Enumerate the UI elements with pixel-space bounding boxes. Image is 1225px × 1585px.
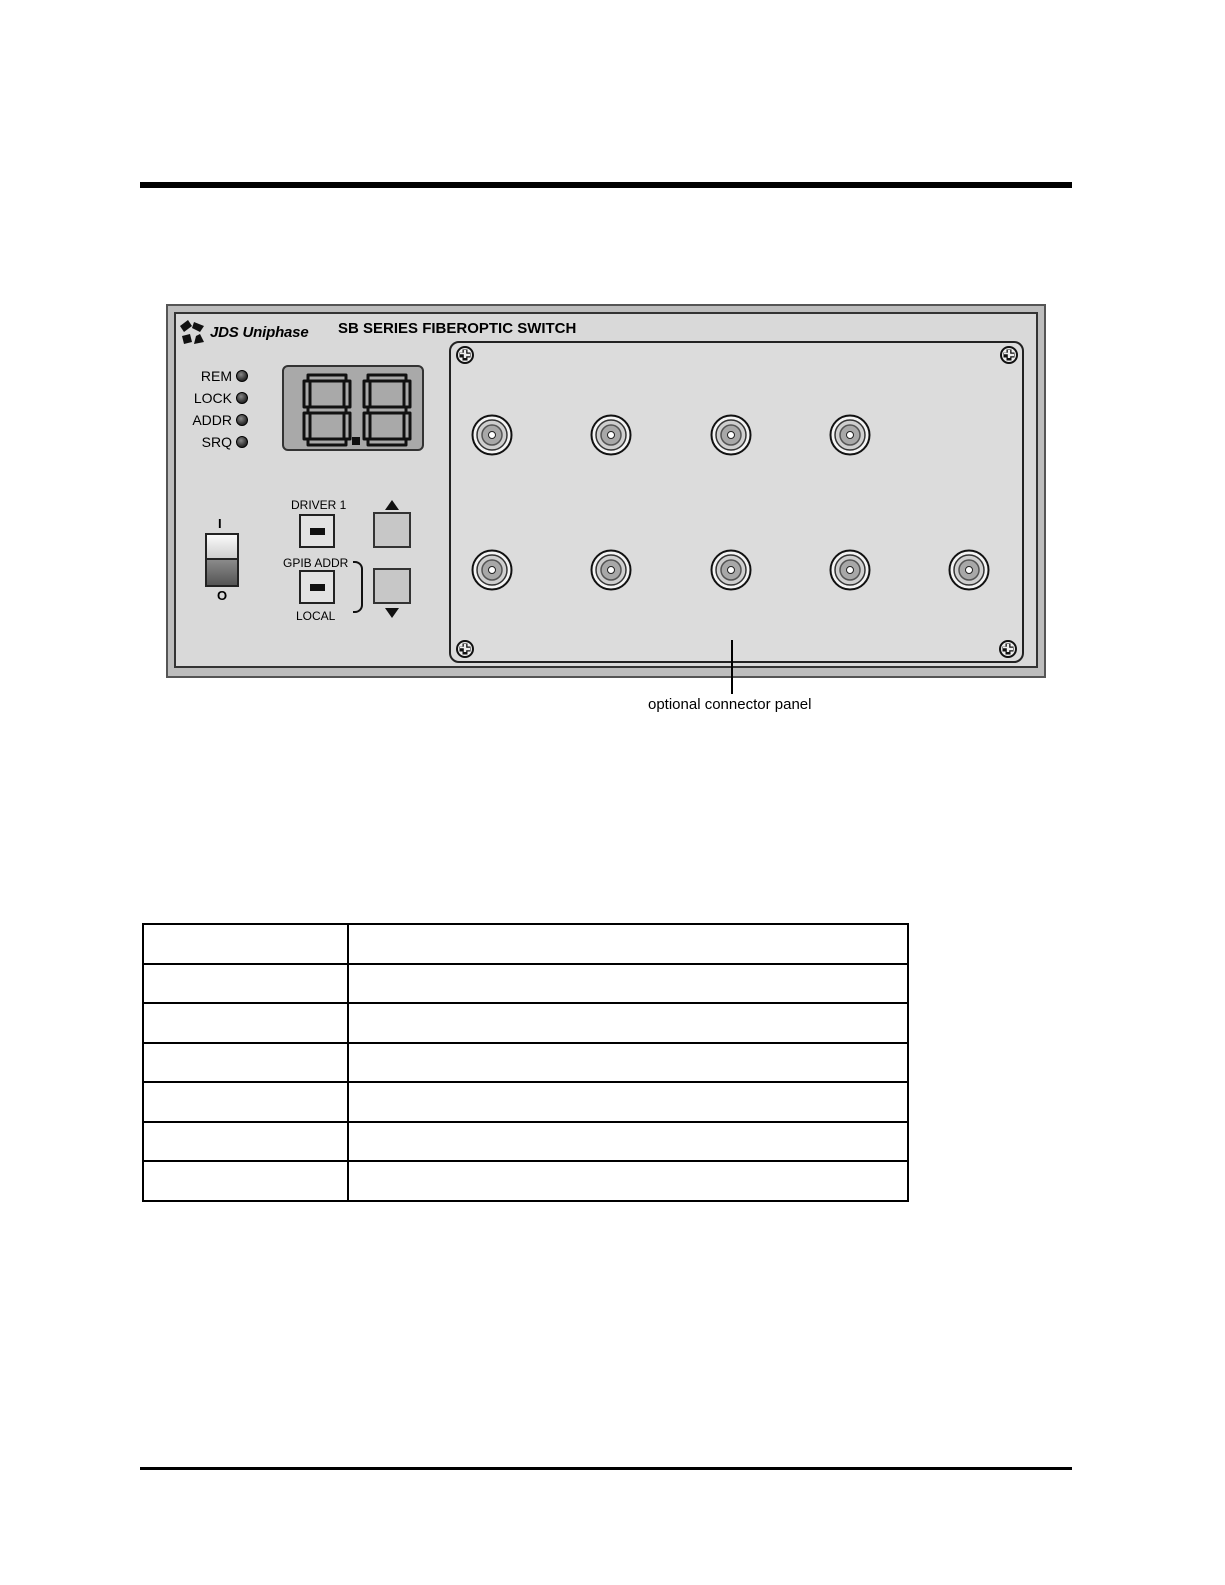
table-cell [348, 1003, 908, 1043]
led-label: SRQ [201, 434, 232, 450]
table-row [143, 964, 908, 1004]
table-cell [143, 1082, 348, 1122]
power-switch[interactable] [205, 533, 239, 587]
table-cell [143, 1122, 348, 1162]
jds-logo-icon [178, 318, 206, 346]
fiber-connector-icon [948, 549, 990, 591]
table-cell [143, 964, 348, 1004]
table-cell [143, 1003, 348, 1043]
table-cell [348, 924, 908, 964]
table-cell [348, 964, 908, 1004]
led-addr [178, 411, 248, 429]
screw-icon [1000, 346, 1018, 364]
footer-rule [140, 1467, 1072, 1470]
arrow-down-icon [385, 608, 399, 618]
callout-leader-line [731, 640, 733, 694]
led-srq [178, 433, 248, 451]
header-rule [140, 182, 1072, 188]
table-row [143, 1043, 908, 1083]
local-label: LOCAL [296, 609, 336, 623]
power-switch-rocker-top [207, 535, 237, 560]
spec-table-body [143, 924, 908, 1201]
fiber-connector-icon [590, 549, 632, 591]
table-cell [348, 1122, 908, 1162]
fiber-connector-icon [710, 549, 752, 591]
panel-title: SB SERIES FIBEROPTIC SWITCH [338, 320, 577, 337]
gpib-local-bracket [353, 561, 363, 613]
led-lock [178, 389, 248, 407]
table-row [143, 1161, 908, 1201]
table-row [143, 1003, 908, 1043]
table-cell [348, 1161, 908, 1201]
fiber-connector-icon [471, 549, 513, 591]
brand-name: JDS Uniphase [210, 323, 309, 341]
led-indicator-icon [236, 370, 248, 382]
fiber-connector-icon [471, 414, 513, 456]
fiber-connector-icon [710, 414, 752, 456]
seven-segment-display [282, 365, 424, 451]
button-indicator-slot [310, 528, 325, 535]
led-label: REM [200, 368, 232, 384]
led-label: ADDR [192, 412, 232, 428]
table-cell [348, 1082, 908, 1122]
led-indicator-icon [236, 436, 248, 448]
table-cell [143, 1043, 348, 1083]
gpib-addr-label: GPIB ADDR [283, 556, 349, 570]
fiber-connector-icon [590, 414, 632, 456]
brand-logo [178, 318, 308, 346]
connector-panel-callout: optional connector panel [648, 696, 812, 713]
screw-icon [999, 640, 1017, 658]
table-cell [143, 1161, 348, 1201]
gpib-local-button[interactable] [299, 570, 335, 604]
led-indicator-icon [236, 392, 248, 404]
down-button[interactable] [373, 568, 411, 604]
spec-table [142, 923, 909, 1202]
fiber-connector-icon [829, 414, 871, 456]
screw-icon [456, 640, 474, 658]
table-cell [143, 924, 348, 964]
power-on-mark: I [218, 516, 222, 531]
table-cell [348, 1043, 908, 1083]
led-indicator-icon [236, 414, 248, 426]
optional-connector-panel [449, 341, 1024, 663]
table-row [143, 924, 908, 964]
button-indicator-slot [310, 584, 325, 591]
led-rem [178, 367, 248, 385]
table-row [143, 1082, 908, 1122]
led-label: LOCK [193, 390, 232, 406]
driver-button[interactable] [299, 514, 335, 548]
seven-segment-digits-icon [284, 367, 426, 453]
power-switch-rocker-bottom [207, 560, 237, 585]
table-row [143, 1122, 908, 1162]
screw-icon [456, 346, 474, 364]
driver-label: DRIVER 1 [291, 498, 347, 512]
power-off-mark: O [217, 588, 228, 603]
arrow-up-icon [385, 500, 399, 510]
fiber-connector-icon [829, 549, 871, 591]
up-button[interactable] [373, 512, 411, 548]
